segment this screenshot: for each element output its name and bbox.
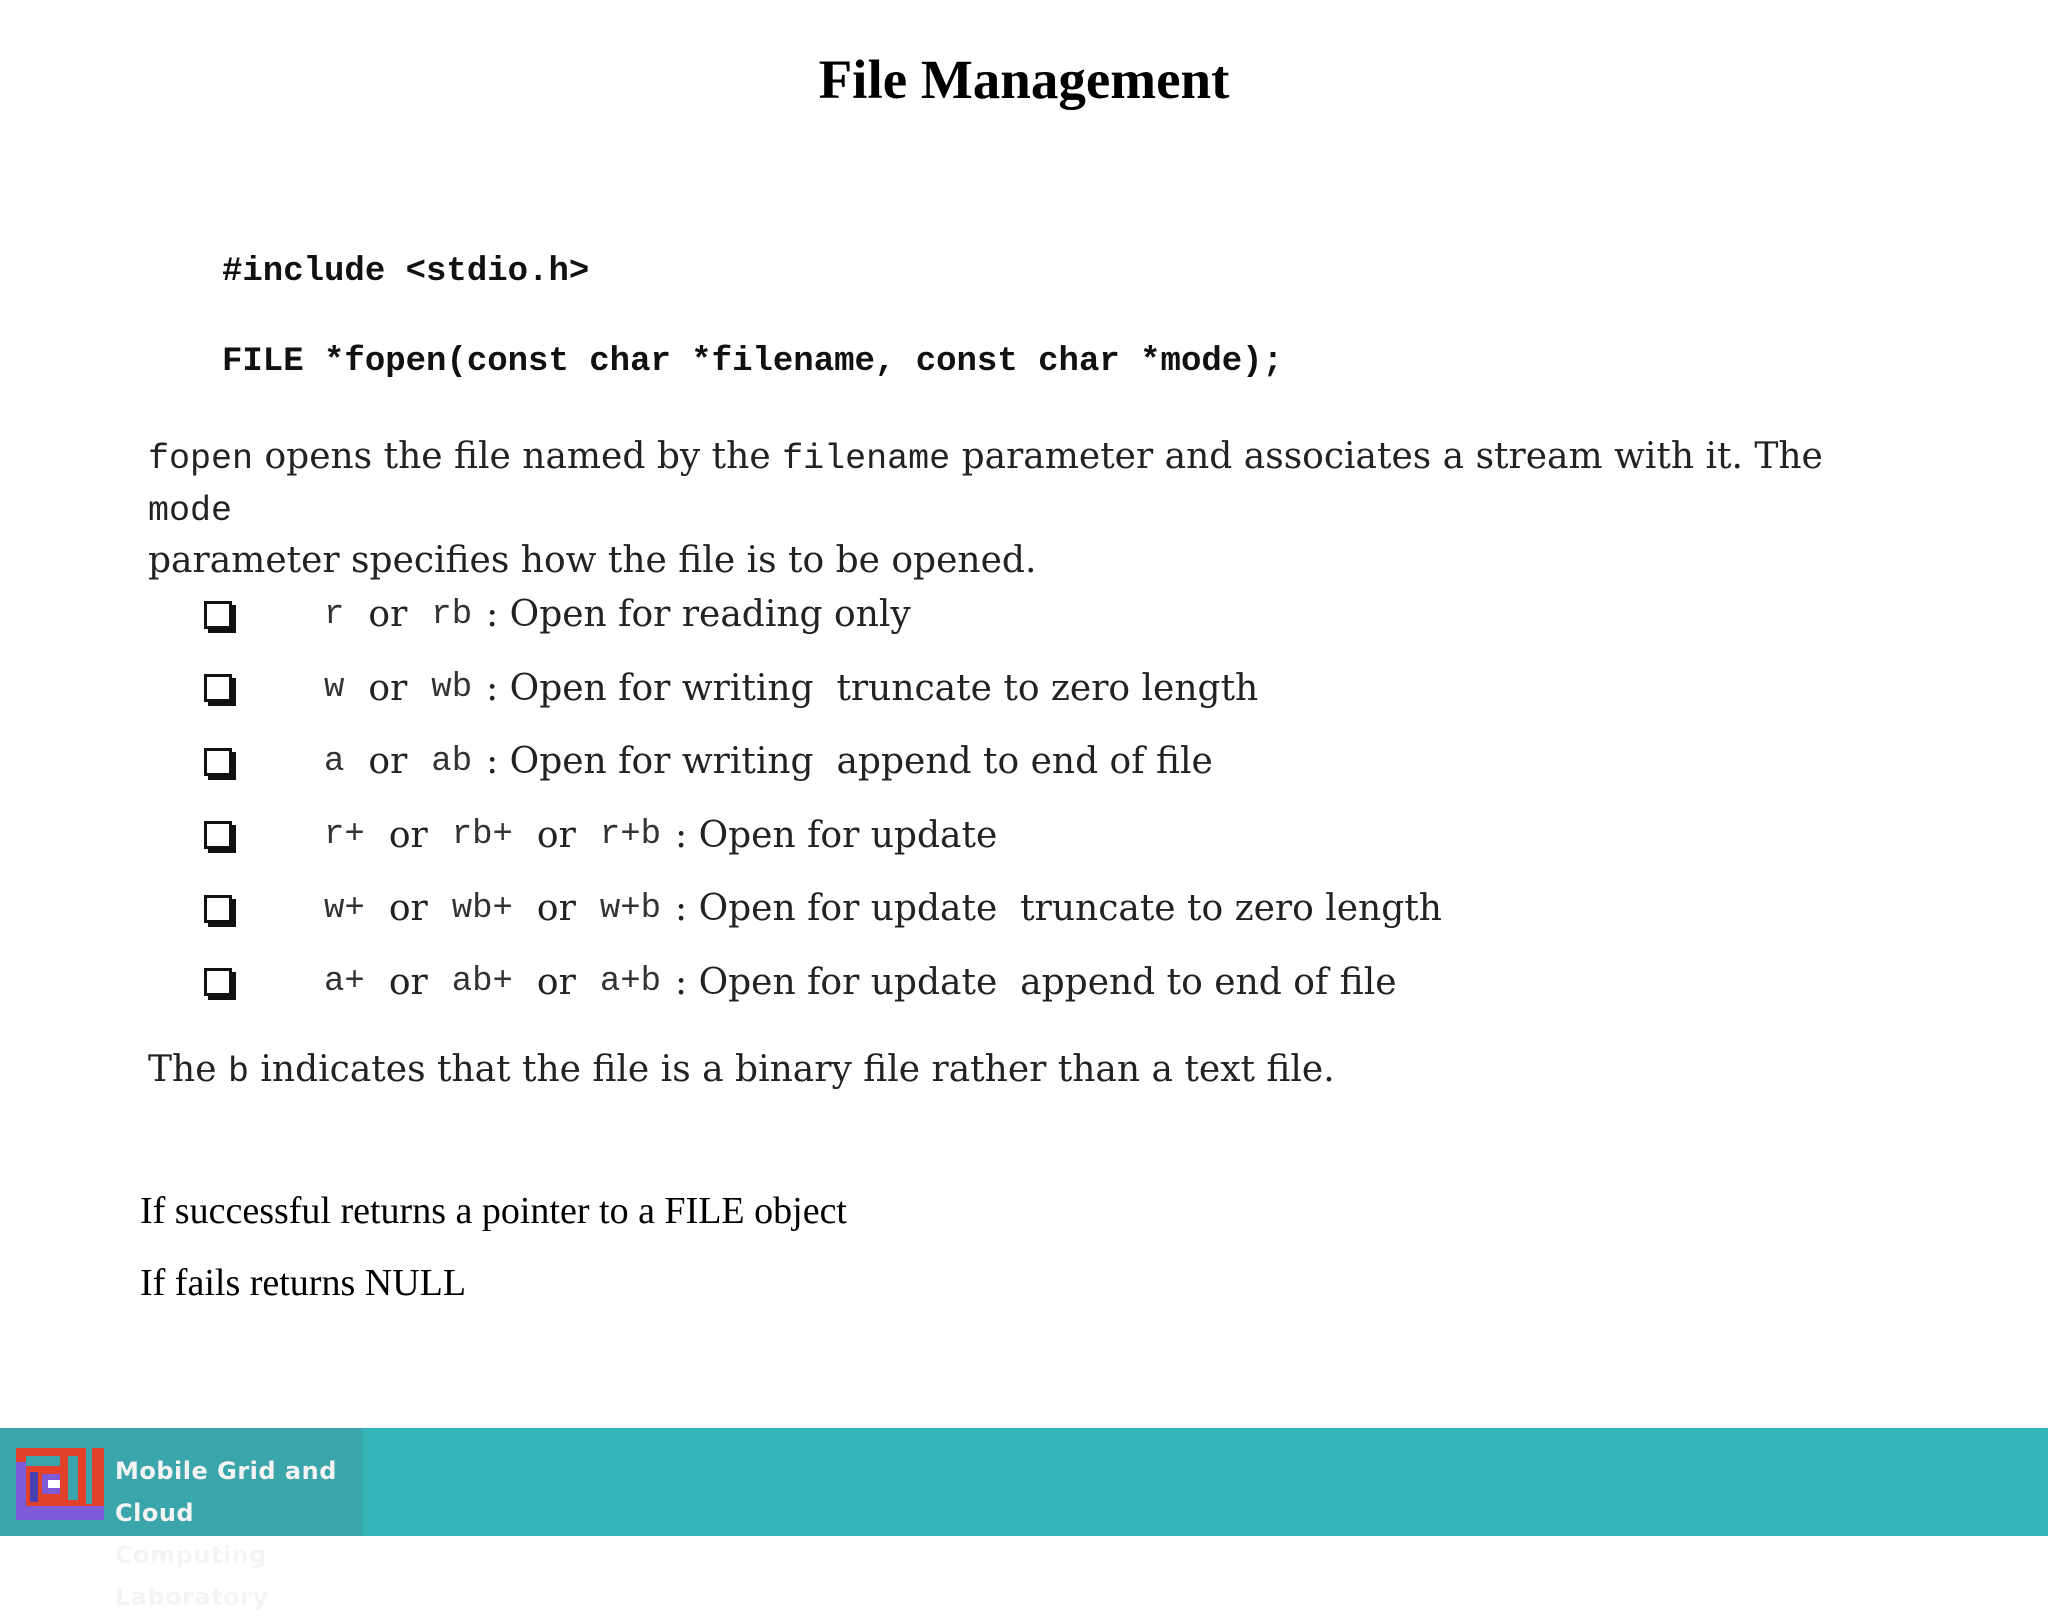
mode-code: w <box>324 669 345 708</box>
binary-note <box>148 1045 1908 1097</box>
mode-code: rb+ <box>451 816 513 855</box>
or-word: or <box>388 814 428 856</box>
mode-code: r+b <box>599 816 662 855</box>
checkbox-bullet-icon <box>204 601 232 629</box>
or-word: or <box>368 741 408 783</box>
or-word: or <box>388 888 428 930</box>
mode-code: a+ <box>324 963 365 1002</box>
list-item <box>198 946 1442 1020</box>
failure-result-text: If fails returns NULL <box>140 1262 467 1304</box>
checkbox-bullet-icon <box>204 674 232 702</box>
mode-code: rb <box>431 595 473 634</box>
list-item <box>198 652 1442 726</box>
mode-code: w+ <box>324 889 365 928</box>
mode-code: ab <box>431 742 473 781</box>
mode-list <box>198 578 1442 1019</box>
mode-code: a <box>324 742 345 781</box>
param-filename: filename <box>782 439 951 479</box>
lab-logo <box>0 1428 362 1611</box>
param-mode: mode <box>148 491 233 531</box>
mode-code: r <box>324 595 345 634</box>
fopen-description <box>148 432 1908 586</box>
mode-code: wb <box>431 669 473 708</box>
lab-name-line-2: Computing Laboratory <box>115 1541 269 1611</box>
desc-part-3: parameter specifies how the file is to be opened. <box>148 540 1037 581</box>
lab-name <box>115 1450 362 1618</box>
list-item <box>198 799 1442 873</box>
checkbox-bullet-icon <box>204 895 232 923</box>
mode-code: ab+ <box>451 963 513 1002</box>
checkbox-bullet-icon <box>204 821 232 849</box>
or-word: or <box>536 961 576 1003</box>
or-word: or <box>368 667 408 709</box>
desc-part-2: parameter and associates a stream with it. The <box>950 436 1823 477</box>
or-word: or <box>388 961 428 1003</box>
mode-description: : Open for update append to end of file <box>675 961 1397 1003</box>
mode-description: : Open for reading only <box>486 594 911 636</box>
mode-code: r+ <box>324 816 365 855</box>
mode-code: wb+ <box>451 889 513 928</box>
checkbox-bullet-icon <box>204 748 232 776</box>
code-signature-line: FILE *fopen(const char *filename, const char *mode); <box>222 343 1283 381</box>
desc-part-1: opens the file named by the <box>253 436 783 477</box>
list-item <box>198 872 1442 946</box>
checkbox-bullet-icon <box>204 968 232 996</box>
success-result-text: If successful returns a pointer to a FILE object <box>140 1190 847 1232</box>
or-word: or <box>536 814 576 856</box>
code-include-line: #include <stdio.h> <box>222 253 590 291</box>
mode-description: : Open for writing truncate to zero length <box>486 667 1259 709</box>
page-title: File Management <box>818 49 1230 110</box>
mode-code: a+b <box>599 963 662 1002</box>
list-item <box>198 578 1442 652</box>
or-word: or <box>368 594 408 636</box>
binary-note-after: indicates that the file is a binary file rather than a text file. <box>248 1049 1335 1090</box>
footer-band <box>0 1428 2048 1611</box>
binary-note-code: b <box>227 1052 249 1092</box>
mode-description: : Open for writing append to end of file <box>486 741 1213 783</box>
mode-code: w+b <box>599 889 662 928</box>
binary-note-before: The <box>148 1049 228 1090</box>
or-word: or <box>536 888 576 930</box>
lab-logo-icon <box>16 1448 104 1520</box>
mode-description: : Open for update <box>675 814 998 856</box>
fn-name: fopen <box>148 439 254 479</box>
list-item <box>198 725 1442 799</box>
lab-name-line-1: Mobile Grid and Cloud <box>115 1457 337 1527</box>
mode-description: : Open for update truncate to zero length <box>675 888 1442 930</box>
